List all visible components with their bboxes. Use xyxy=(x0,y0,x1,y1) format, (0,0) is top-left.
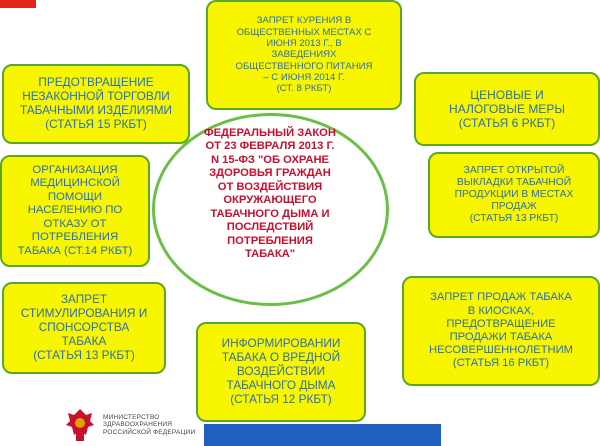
box-display-ban-text: ЗАПРЕТ ОТКРЫТОЙ ВЫКЛАДКИ ТАБАЧНОЙ ПРОДУКЦИИ В МЕСТАХ ПРОДАЖ (СТАТЬЯ 13 РКБТ) xyxy=(454,164,574,225)
red-corner-tab xyxy=(0,0,36,8)
box-kiosk-ban xyxy=(402,276,600,386)
ministry-label: МИНИСТЕРСТВО ЗДРАВООХРАНЕНИЯ РОССИЙСКОЙ ФЕДЕРАЦИИ xyxy=(103,414,196,436)
box-informing-text: ИНФОРМИРОВАНИИ ТАБАКА О ВРЕДНОЙ ВОЗДЕЙСТВИИ ТАБАЧНОГО ДЫМА (СТАТЬЯ 12 РКБТ) xyxy=(221,336,341,406)
box-kiosk-ban-text: ЗАПРЕТ ПРОДАЖ ТАБАКА В КИОСКАХ, ПРЕДОТВРАЩЕНИЕ ПРОДАЖИ ТАБАКА НЕСОВЕРШЕННОЛЕТНИМ (СТАТЬЯ 16 РКБТ) xyxy=(429,291,573,370)
box-medical-help-text: ОРГАНИЗАЦИЯ МЕДИЦИНСКОЙ ПОМОЩИ НАСЕЛЕНИЮ ПО ОТКАЗУ ОТ ПОТРЕБЛЕНИЯ ТАБАКА (СТ.14 РКБТ) xyxy=(17,163,133,257)
box-display-ban xyxy=(428,152,600,238)
box-price-tax-text: ЦЕНОВЫЕ И НАЛОГОВЫЕ МЕРЫ (СТАТЬЯ 6 РКБТ) xyxy=(449,87,565,131)
box-medical-help xyxy=(0,155,150,267)
box-illegal-trade xyxy=(2,64,190,144)
coat-of-arms-icon xyxy=(60,405,100,445)
box-smoking-ban-text: ЗАПРЕТ КУРЕНИЯ В ОБЩЕСТВЕННЫХ МЕСТАХ С ИЮНЯ 2013 Г., В ЗАВЕДЕНИЯХ ОБЩЕСТВЕННОГО ПИТАНИЯ – С ИЮНЯ 2014 Г. (СТ. 8 РКБТ) xyxy=(235,15,373,95)
footer-blue-bar xyxy=(204,424,441,446)
box-illegal-trade-text: ПРЕДОТВРАЩЕНИЕ НЕЗАКОННОЙ ТОРГОВЛИ ТАБАЧНЫМИ ИЗДЕЛИЯМИ (СТАТЬЯ 15 РКБТ) xyxy=(19,75,173,131)
box-informing xyxy=(196,322,366,422)
box-price-tax xyxy=(414,72,600,146)
box-smoking-ban xyxy=(206,0,402,110)
center-law-title: ФЕДЕРАЛЬНЫЙ ЗАКОН ОТ 23 ФЕВРАЛЯ 2013 Г. N 15-ФЗ "ОБ ОХРАНЕ ЗДОРОВЬЯ ГРАЖДАН ОТ ВОЗДЕЙСТВИЯ ОКРУЖАЮЩЕГО ТАБАЧНОГО ДЫМА И ПОСЛЕДСТВИЙ ПОТРЕБЛЕНИЯ ТАБАКА" xyxy=(204,127,336,260)
box-sponsorship-ban-text: ЗАПРЕТ СТИМУЛИРОВАНИЯ И СПОНСОРСТВА ТАБАКА (СТАТЬЯ 13 РКБТ) xyxy=(20,292,148,362)
box-sponsorship-ban xyxy=(2,282,166,374)
